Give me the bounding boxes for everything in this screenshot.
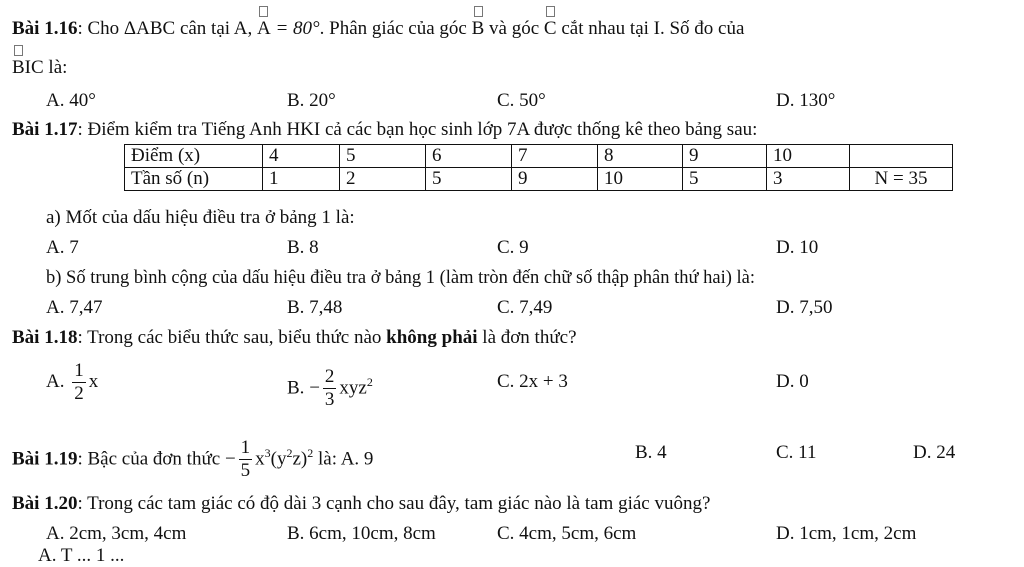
option-c: C. 50° xyxy=(497,90,546,111)
option-d: D. 0 xyxy=(776,371,809,392)
frequency-table xyxy=(124,144,953,191)
angle-c: C xyxy=(544,17,557,41)
option-d: D. 24 xyxy=(913,442,956,463)
option-d: D. 10 xyxy=(776,237,819,258)
option-d: D. 1cm, 1cm, 2cm xyxy=(776,523,917,544)
question-label: Bài 1.20 xyxy=(12,493,78,514)
option-c: C. 4cm, 5cm, 6cm xyxy=(497,523,637,544)
table-cell: 3 xyxy=(767,168,850,191)
option-c: C. 9 xyxy=(497,237,529,258)
table-cell-total: N = 35 xyxy=(850,168,953,191)
table-cell: 9 xyxy=(683,145,767,168)
option-a: A. 40° xyxy=(46,90,96,111)
fraction: $\frac{2}{3}$ xyxy=(324,366,335,411)
sub-question-b: b) Số trung bình cộng của dấu hiệu điều tra ở bảng 1 (làm tròn đến chữ số thập phân thứ hai) là: xyxy=(46,268,756,288)
option-a: A. 7,47 xyxy=(46,297,103,318)
question-label: Bài 1.17 xyxy=(12,119,78,140)
question-text: : Trong các tam giác có độ dài 3 cạnh cho sau đây, tam giác nào là tam giác vuông? xyxy=(77,493,711,514)
question-text: cắt nhau tại I. Số đo của xyxy=(556,18,745,39)
question-1-16-line2 xyxy=(12,56,67,80)
angle-a: A xyxy=(257,17,271,41)
question-text: : Cho ΔABC cân tại A, xyxy=(77,18,257,39)
option-b: B. 4 xyxy=(635,442,667,463)
option-b: B. 8 xyxy=(287,237,319,258)
question-1-19: Bài 1.19: Bậc của đơn thức − $\frac{1}{5}$ $x^3(y^2z)^2$ là: A. 9 xyxy=(12,437,374,482)
table-cell: 6 xyxy=(426,145,512,168)
table-cell: 10 xyxy=(598,168,683,191)
fraction: $\frac{1}{2}$ xyxy=(74,360,84,405)
table-cell: 1 xyxy=(263,168,340,191)
question-text: và góc xyxy=(484,18,544,39)
table-cell xyxy=(850,145,953,168)
table-row-score xyxy=(125,145,953,168)
table-cell: 7 xyxy=(512,145,598,168)
angle-b: B xyxy=(472,17,485,41)
option-a: A. $\frac{1}{2}$ x xyxy=(46,360,99,405)
option-d: D. 7,50 xyxy=(776,297,833,318)
question-text: : Bậc của đơn thức xyxy=(77,448,225,470)
angle-bic: BIC là: xyxy=(12,56,67,80)
question-emphasis: không phải xyxy=(386,327,478,348)
table-cell: Tần số (n) xyxy=(125,168,263,191)
option-b: B. 7,48 xyxy=(287,297,343,318)
option-d: D. 130° xyxy=(776,90,836,111)
option-a: A. 2cm, 3cm, 4cm xyxy=(46,523,187,544)
table-cell: 10 xyxy=(767,145,850,168)
angle-value: = 80° xyxy=(270,18,320,39)
table-cell: 2 xyxy=(340,168,426,191)
question-label: Bài 1.16 xyxy=(12,18,78,39)
table-cell: 9 xyxy=(512,168,598,191)
table-cell: 5 xyxy=(340,145,426,168)
question-text: : Trong các biểu thức sau, biểu thức nào xyxy=(77,327,387,348)
option-c: C. 11 xyxy=(776,442,817,463)
question-1-18 xyxy=(12,326,577,350)
option-c: C. 7,49 xyxy=(497,297,553,318)
option-a: A. 7 xyxy=(46,237,79,258)
question-1-17 xyxy=(12,118,757,142)
table-cell: 4 xyxy=(263,145,340,168)
question-text: là đơn thức? xyxy=(477,327,577,348)
question-text: . Phân giác của góc xyxy=(319,18,472,39)
table-cell: 5 xyxy=(683,168,767,191)
table-row-frequency xyxy=(125,168,953,191)
next-line-cutoff: A. T ... 1 ... xyxy=(38,545,125,566)
sub-question-a: a) Mốt của dấu hiệu điều tra ở bảng 1 là: xyxy=(46,207,355,228)
option-b: B. 6cm, 10cm, 8cm xyxy=(287,523,436,544)
option-a: là: A. 9 xyxy=(313,448,374,470)
question-1-16-line1 xyxy=(12,17,744,41)
fraction: $\frac{1}{5}$ xyxy=(240,437,251,482)
option-c: C. 2x + 3 xyxy=(497,371,568,392)
table-cell: 5 xyxy=(426,168,512,191)
option-b: B. 20° xyxy=(287,90,336,111)
question-text: : Điểm kiểm tra Tiếng Anh HKI cả các bạn học sinh lớp 7A được thống kê theo bảng sau: xyxy=(77,119,758,140)
option-b: B. − $\frac{2}{3}$ xyz$^2$ xyxy=(287,366,373,411)
table-cell: 8 xyxy=(598,145,683,168)
question-label: Bài 1.18 xyxy=(12,327,78,348)
question-label: Bài 1.19 xyxy=(12,448,78,470)
table-cell: Điểm (x) xyxy=(125,145,263,168)
question-1-20 xyxy=(12,492,710,516)
